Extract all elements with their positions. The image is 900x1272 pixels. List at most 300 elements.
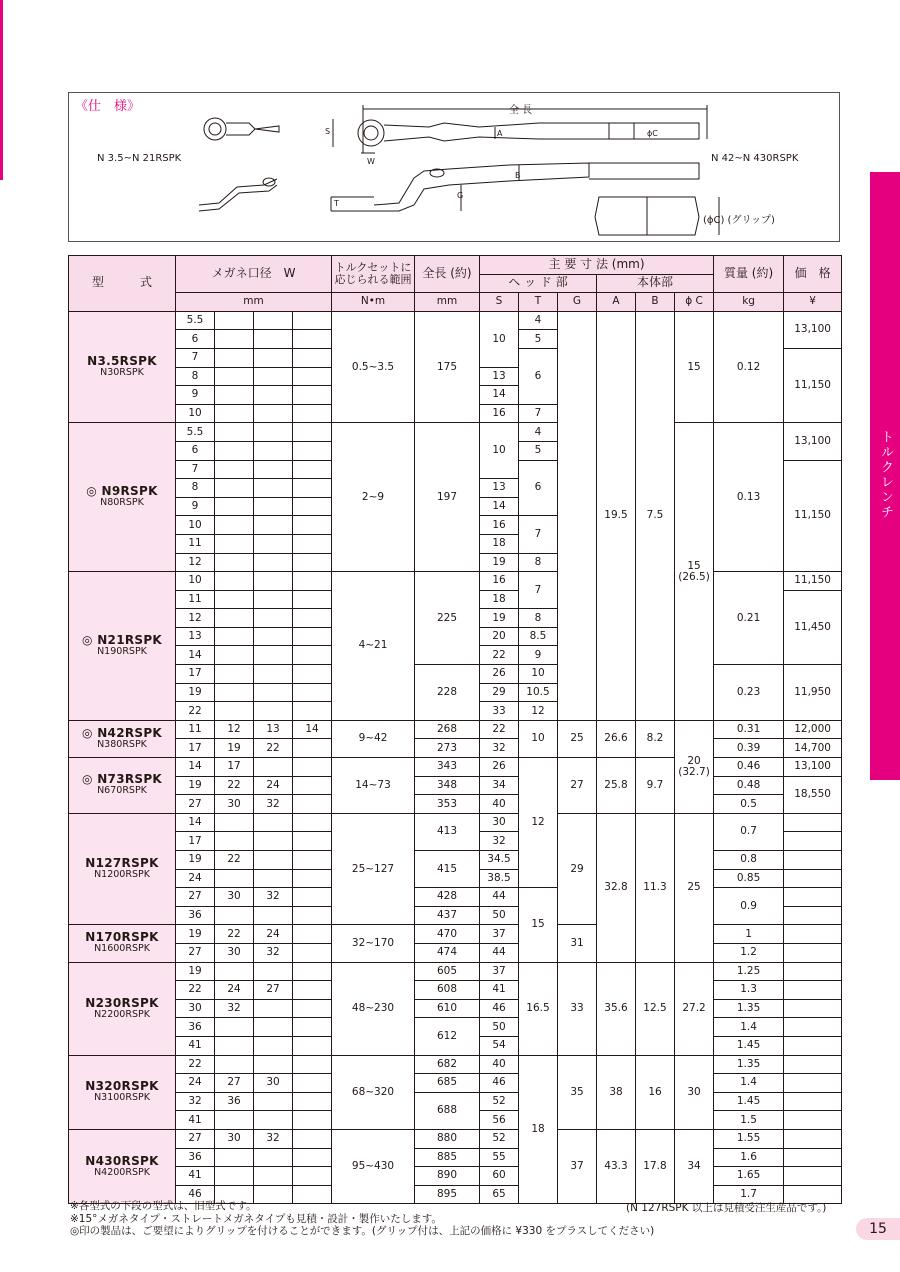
table-cell: 1 [714,925,784,944]
table-cell: 37 [480,925,519,944]
table-cell [254,1055,293,1074]
table-cell: 30 [215,888,254,907]
table-cell [254,572,293,591]
table-cell: 22 [176,702,215,721]
table-cell: 5.5 [176,311,215,330]
table-cell: 1.45 [714,1092,784,1111]
table-cell: 56 [480,1111,519,1130]
table-row [69,943,842,962]
table-cell: 1.25 [714,962,784,981]
table-cell: 24 [176,1074,215,1093]
table-cell [784,1055,842,1074]
table-cell: 22 [480,720,519,739]
table-cell [784,813,842,832]
table-cell: 24 [215,981,254,1000]
model-cell: ◎ N42RSPK N380RSPK [69,720,176,757]
table-cell: 38.5 [480,869,519,888]
table-cell: 413 [415,813,480,850]
table-cell: 37 [480,962,519,981]
table-cell: 32 [254,1129,293,1148]
header-main-dims: 主 要 寸 法 (mm) [480,256,714,275]
header-head: ヘ ッ ド 部 [480,274,597,293]
table-cell [254,386,293,405]
table-cell: 7 [519,572,558,609]
table-cell: 5 [519,441,558,460]
table-cell: 612 [415,1018,480,1055]
table-cell [254,906,293,925]
table-cell: 65 [480,1185,519,1204]
table-cell: 30 [254,1074,293,1093]
table-cell: 19 [176,925,215,944]
table-cell: 11 [176,534,215,553]
table-cell: 610 [415,999,480,1018]
table-cell: 95~430 [332,1129,415,1203]
dim-S-label: S [325,127,331,136]
table-cell: 6 [519,348,558,404]
table-cell: 10 [176,404,215,423]
table-cell [215,534,254,553]
table-cell: 11 [176,720,215,739]
model-cell: N170RSPK N1600RSPK [69,925,176,962]
table-cell [293,572,332,591]
table-cell: 18,550 [784,776,842,813]
table-cell: 17.8 [636,1129,675,1203]
dim-A-label: A [497,129,503,138]
table-cell: 1.65 [714,1167,784,1186]
table-cell: 27 [176,1129,215,1148]
table-cell: 428 [415,888,480,907]
table-cell: 7 [176,460,215,479]
table-cell: 12 [176,609,215,628]
table-cell [784,832,842,851]
table-cell [215,1036,254,1055]
table-cell: 22 [215,776,254,795]
table-cell: 32 [176,1092,215,1111]
table-cell: 25 [558,720,597,757]
table-cell: 10 [519,665,558,684]
table-cell: 46 [480,1074,519,1093]
table-cell: 228 [415,665,480,721]
table-cell [293,906,332,925]
section-tab-label: トルクレンチ [878,430,893,520]
table-cell: 19 [480,553,519,572]
table-cell: 348 [415,776,480,795]
table-cell: 9.7 [636,758,675,814]
table-cell [293,386,332,405]
table-cell [784,1129,842,1148]
table-cell: 25.8 [597,758,636,814]
table-cell [254,497,293,516]
table-row [69,256,842,275]
grip-label: (ϕC) (グリップ) [703,215,775,226]
table-cell: 13 [254,720,293,739]
table-cell [254,1092,293,1111]
table-cell [254,813,293,832]
table-cell [293,702,332,721]
table-cell: 34 [675,1129,714,1203]
table-cell: 27 [558,758,597,814]
table-cell: 415 [415,851,480,888]
table-cell: 18 [480,590,519,609]
col-T: T [519,293,558,312]
table-cell [254,851,293,870]
table-cell: 197 [415,423,480,572]
table-cell: 16 [480,572,519,591]
table-cell [293,609,332,628]
table-cell [293,404,332,423]
table-cell [293,962,332,981]
table-cell: 11 [176,590,215,609]
table-cell [215,627,254,646]
table-cell: 32~170 [332,925,415,962]
table-row [69,1148,842,1167]
table-cell [293,1018,332,1037]
table-cell: 14,700 [784,739,842,758]
table-cell: 15 (26.5) [675,423,714,721]
table-cell [215,348,254,367]
table-cell: 22 [215,925,254,944]
table-cell: 9 [519,646,558,665]
table-cell [215,516,254,535]
table-cell: 30 [675,1055,714,1129]
table-row [69,962,842,981]
table-cell [254,665,293,684]
table-cell: 22 [480,646,519,665]
table-cell [254,590,293,609]
table-cell: 41 [480,981,519,1000]
table-row [69,1092,842,1111]
table-cell [215,1111,254,1130]
table-cell [215,683,254,702]
table-cell: 437 [415,906,480,925]
table-cell: 30 [215,943,254,962]
table-cell [784,1167,842,1186]
table-cell: 1.2 [714,943,784,962]
table-row [69,311,842,330]
table-cell: 1.4 [714,1018,784,1037]
table-cell: 38 [597,1055,636,1129]
spec-table [68,255,842,1204]
dim-W-label: W [367,157,375,166]
table-cell: 880 [415,1129,480,1148]
table-cell [215,869,254,888]
table-cell [293,1167,332,1186]
table-cell [293,683,332,702]
table-cell: 9 [176,497,215,516]
table-cell: 273 [415,739,480,758]
table-cell [293,869,332,888]
table-cell: 19.5 [597,311,636,720]
table-cell: 27.2 [675,962,714,1055]
table-cell: 50 [480,1018,519,1037]
table-cell: 12 [519,758,558,888]
model-cell: N127RSPK N1200RSPK [69,813,176,925]
table-row [69,758,842,777]
table-cell: 26 [480,758,519,777]
table-cell [293,311,332,330]
table-row [69,1129,842,1148]
col-S: S [480,293,519,312]
table-cell [215,497,254,516]
table-cell [254,1036,293,1055]
table-cell [293,1036,332,1055]
table-cell [293,367,332,386]
table-cell: 608 [415,981,480,1000]
header-megane: メガネ口径 W [176,256,332,293]
table-cell [254,367,293,386]
table-cell: 46 [176,1185,215,1204]
table-cell [293,813,332,832]
table-cell [254,1167,293,1186]
table-cell [254,869,293,888]
table-cell: 41 [176,1167,215,1186]
table-cell [215,702,254,721]
table-cell [215,1055,254,1074]
table-cell [293,1111,332,1130]
table-cell: 10.5 [519,683,558,702]
table-cell [293,1074,332,1093]
table-cell [215,330,254,349]
table-cell: 33 [480,702,519,721]
table-cell: 33 [558,962,597,1055]
table-cell: 18 [480,534,519,553]
model-cell: ◎ N9RSPK N80RSPK [69,423,176,572]
table-cell: 27 [254,981,293,1000]
table-cell: 20 [480,627,519,646]
table-cell: 4 [519,423,558,442]
table-cell [784,999,842,1018]
table-cell: 10 [480,423,519,479]
table-cell: 16 [480,404,519,423]
table-cell: 40 [480,1055,519,1074]
table-cell: 8 [176,479,215,498]
table-cell: 26 [480,665,519,684]
table-cell [784,1036,842,1055]
table-cell [293,348,332,367]
table-cell: 6 [176,441,215,460]
dim-G-label: G [457,191,464,200]
table-cell [215,572,254,591]
table-cell [254,553,293,572]
table-cell: 0.8 [714,851,784,870]
table-cell: 41 [176,1036,215,1055]
table-cell: 31 [558,925,597,962]
table-cell: 0.13 [714,423,784,572]
table-cell: 688 [415,1092,480,1129]
table-cell: 5 [519,330,558,349]
table-cell [784,888,842,907]
table-cell: 0.31 [714,720,784,739]
table-cell [293,497,332,516]
table-cell: 6 [176,330,215,349]
table-cell: 17 [215,758,254,777]
header-price: 価 格 [784,256,842,293]
table-cell: 19 [215,739,254,758]
table-cell: 48~230 [332,962,415,1055]
table-cell [215,1148,254,1167]
table-cell: 10 [176,572,215,591]
table-cell [215,665,254,684]
table-cell: 0.85 [714,869,784,888]
table-cell: 10 [176,516,215,535]
table-cell: 225 [415,572,480,665]
table-cell: 16 [636,1055,675,1129]
table-cell: 11,150 [784,460,842,572]
table-cell: 54 [480,1036,519,1055]
table-cell [784,1092,842,1111]
table-cell [293,534,332,553]
table-cell: 1.35 [714,1055,784,1074]
table-row [69,1018,842,1037]
table-cell: 22 [176,1055,215,1074]
table-cell: 4 [519,311,558,330]
table-cell: 18 [519,1055,558,1204]
footnote-2: ※15°メガネタイプ・ストレートメガネタイプも見積・設計・製作いたします。 [70,1212,442,1225]
table-cell: 50 [480,906,519,925]
table-cell: 32 [254,795,293,814]
table-cell [293,925,332,944]
table-cell [254,683,293,702]
table-cell: 0.7 [714,813,784,850]
table-row [69,572,842,591]
table-cell [215,1167,254,1186]
table-cell [254,441,293,460]
table-cell: 14 [480,497,519,516]
table-cell [784,962,842,981]
table-cell: 19 [176,851,215,870]
table-cell [293,627,332,646]
table-cell [254,962,293,981]
table-cell: 27 [215,1074,254,1093]
table-cell: 24 [176,869,215,888]
table-cell: 14 [480,386,519,405]
table-cell [254,516,293,535]
table-row [69,1167,842,1186]
table-cell [254,534,293,553]
table-cell: 175 [415,311,480,423]
table-cell: 0.5~3.5 [332,311,415,423]
table-cell: 11,950 [784,665,842,721]
table-cell: 12.5 [636,962,675,1055]
table-cell [254,404,293,423]
header-model: 型 式 [69,256,176,312]
table-cell [215,646,254,665]
table-cell: 36 [176,1018,215,1037]
table-cell: 1.3 [714,981,784,1000]
table-cell: 29 [558,813,597,925]
table-cell [293,832,332,851]
table-cell: 605 [415,962,480,981]
spec-title: 《仕 様》 [75,99,141,114]
table-cell: 0.21 [714,572,784,665]
table-cell: 36 [215,1092,254,1111]
table-cell: 11.3 [636,813,675,962]
table-cell: 30 [215,795,254,814]
table-row [69,813,842,832]
table-cell [784,1074,842,1093]
table-cell: 890 [415,1167,480,1186]
table-cell [293,516,332,535]
table-cell: 32.8 [597,813,636,962]
table-cell: 8.2 [636,720,675,757]
table-cell: 11,150 [784,572,842,591]
table-cell: 11,450 [784,590,842,664]
table-cell: 36 [176,1148,215,1167]
table-cell [293,981,332,1000]
table-cell: 7 [519,404,558,423]
table-cell [293,999,332,1018]
table-cell [215,962,254,981]
table-cell: 13 [480,479,519,498]
table-cell [784,906,842,925]
header-mass: 質量 (約) [714,256,784,293]
table-row [69,665,842,684]
table-cell: 34 [480,776,519,795]
table-cell [293,1148,332,1167]
header-length: 全長 (約) [415,256,480,293]
table-cell: 12 [519,702,558,721]
table-cell [254,1018,293,1037]
table-cell: 17 [176,739,215,758]
table-row [69,795,842,814]
table-cell: 32 [480,739,519,758]
table-cell [215,553,254,572]
table-cell [215,460,254,479]
model-cell: N3.5RSPK N30RSPK [69,311,176,423]
table-cell: 343 [415,758,480,777]
table-cell: 1.45 [714,1036,784,1055]
table-cell [254,330,293,349]
table-cell [215,906,254,925]
table-cell: 19 [176,683,215,702]
table-cell [254,609,293,628]
table-cell: 34.5 [480,851,519,870]
unit-nm: N•m [332,293,415,312]
table-cell: 895 [415,1185,480,1204]
table-row [69,739,842,758]
table-cell: 14 [176,813,215,832]
table-cell: 29 [480,683,519,702]
table-cell: 13,100 [784,423,842,460]
table-cell: 27 [176,888,215,907]
table-cell: 17 [176,832,215,851]
table-cell: 25~127 [332,813,415,925]
table-cell [215,590,254,609]
table-cell [215,367,254,386]
table-cell [215,1018,254,1037]
table-cell: 5.5 [176,423,215,442]
table-cell [293,1092,332,1111]
table-cell: 30 [176,999,215,1018]
table-cell: 1.6 [714,1148,784,1167]
table-cell [293,943,332,962]
left-caption: N 3.5~N 21RSPK [97,153,182,164]
table-cell [215,441,254,460]
table-cell [215,479,254,498]
table-cell: 22 [176,981,215,1000]
dim-B-label: B [515,171,521,180]
table-cell [254,479,293,498]
table-cell: 1.5 [714,1111,784,1130]
spec-diagram-box [68,92,840,242]
table-cell: 268 [415,720,480,739]
overall-length-label: 全 長 [509,105,533,116]
table-cell [784,1111,842,1130]
table-cell [293,330,332,349]
page-number: 15 [856,1218,900,1240]
table-cell [293,851,332,870]
table-cell [254,627,293,646]
